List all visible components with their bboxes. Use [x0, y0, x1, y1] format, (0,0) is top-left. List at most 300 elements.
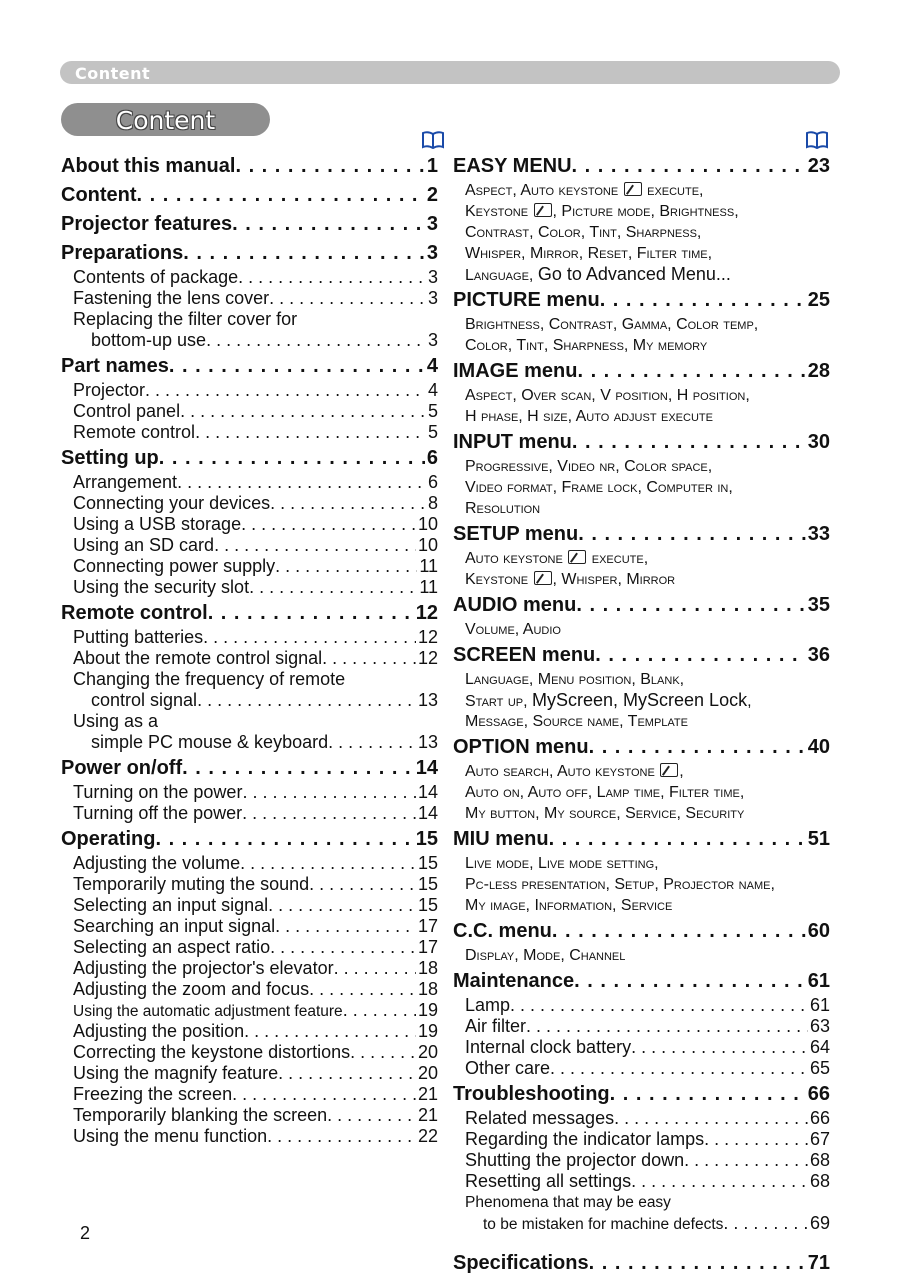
menu-items-summary [453, 711, 830, 732]
menu-item-text: H phase, H size, Auto adjust execute [465, 408, 713, 425]
dot-leader [137, 182, 425, 209]
toc-section-entry[interactable] [61, 874, 438, 895]
menu-item-text: Contrast, Color, Tint, Sharpness, [465, 224, 702, 241]
menu-item-text: Message, Source name, Template [465, 713, 688, 730]
toc-section-entry[interactable] [61, 1021, 438, 1042]
dot-leader [578, 521, 806, 548]
toc-page-number: 64 [809, 1037, 830, 1057]
toc-chapter-entry[interactable] [453, 358, 830, 385]
toc-page-number: 18 [417, 979, 438, 999]
toc-section-entry[interactable] [61, 267, 438, 288]
toc-page-number: 2 [426, 184, 438, 206]
menu-item-text: , [679, 763, 684, 780]
toc-section-entry[interactable] [61, 288, 438, 309]
toc-section-entry[interactable] [61, 556, 438, 577]
dot-leader [526, 1016, 808, 1037]
dot-leader [197, 690, 416, 711]
toc-section-entry[interactable] [61, 401, 438, 422]
dot-leader [214, 535, 416, 556]
toc-entry-title: Setting up [61, 447, 159, 469]
dot-leader [614, 1108, 808, 1129]
toc-section-entry[interactable] [61, 380, 438, 401]
toc-entry-title: Turning on the power [73, 782, 243, 802]
dot-leader [240, 853, 416, 874]
menu-item-text: Aspect, Over scan, V position, H position, [465, 387, 750, 404]
toc-chapter-entry[interactable] [453, 826, 830, 853]
toc-page-number: 12 [415, 602, 438, 624]
toc-page-number: 12 [417, 627, 438, 647]
toc-chapter-entry[interactable] [61, 755, 438, 782]
toc-chapter-entry[interactable] [453, 287, 830, 314]
toc-page-number: 22 [417, 1126, 438, 1146]
toc-entry-title: Searching an input signal [73, 916, 276, 936]
menu-items-summary [453, 945, 830, 966]
toc-entry-title: Projector [73, 380, 146, 400]
menu-items-summary [453, 619, 830, 640]
toc-section-entry[interactable] [61, 535, 438, 556]
toc-page-number: 66 [807, 1083, 830, 1105]
toc-entry-title: Lamp [465, 995, 511, 1015]
toc-page-number: 66 [809, 1108, 830, 1128]
menu-item-text: Display, Mode, Channel [465, 947, 626, 964]
toc-page-number: 15 [417, 853, 438, 873]
dot-leader [183, 240, 425, 267]
toc-entry-title: IMAGE menu [453, 360, 578, 382]
toc-section-entry[interactable] [453, 1108, 830, 1129]
toc-entry-title: Internal clock battery [465, 1037, 632, 1057]
toc-page-number: 68 [809, 1171, 830, 1191]
toc-entry-title: Turning off the power [73, 803, 243, 823]
toc-page-number: 63 [809, 1016, 830, 1036]
toc-page-number: 6 [427, 472, 438, 492]
menu-items-summary [453, 803, 830, 824]
toc-chapter-entry[interactable] [453, 1250, 830, 1277]
toc-entry-title: Specifications [453, 1252, 589, 1274]
menu-items-summary [453, 853, 830, 874]
menu-item-text: execute, [587, 550, 649, 567]
toc-entry-title: Resetting all settings [465, 1171, 632, 1191]
dot-leader [589, 1250, 806, 1277]
dot-leader [309, 874, 416, 895]
toc-chapter-entry[interactable] [61, 153, 438, 180]
dot-leader [510, 995, 808, 1016]
toc-chapter-entry[interactable] [453, 592, 830, 619]
toc-page-number: 13 [417, 732, 438, 752]
toc-entry-title: OPTION menu [453, 736, 589, 758]
menu-item-text: , Picture mode, Brightness, [552, 203, 739, 220]
menu-item-text: , Whisper, Mirror [552, 571, 676, 588]
toc-section-entry[interactable] [61, 1105, 438, 1126]
toc-page-number: 11 [419, 556, 438, 576]
toc-page-number: 14 [415, 757, 438, 779]
menu-item-text: , [747, 693, 752, 710]
toc-page-number: 15 [415, 828, 438, 850]
toc-page-number: 1 [426, 155, 438, 177]
toc-page-number: 17 [417, 916, 438, 936]
toc-chapter-entry[interactable] [61, 445, 438, 472]
menu-items-summary [453, 669, 830, 690]
toc-entry-title: Preparations [61, 242, 184, 264]
toc-page-number: 21 [417, 1084, 438, 1104]
menu-items-summary [453, 895, 830, 916]
dot-leader [572, 153, 806, 180]
dot-leader [267, 1126, 416, 1147]
toc-chapter-entry[interactable] [453, 153, 830, 180]
toc-entry-title: Using as a [73, 711, 159, 731]
toc-entry-title: Arrangement [73, 472, 178, 492]
menu-items-summary [453, 782, 830, 803]
toc-entry-title: Adjusting the zoom and focus [73, 979, 310, 999]
dot-leader [704, 1129, 808, 1150]
toc-page-number: 12 [417, 648, 438, 668]
toc-page-number: 15 [417, 874, 438, 894]
dot-leader [574, 968, 806, 995]
dot-leader [572, 429, 806, 456]
toc-section-entry[interactable] [453, 1213, 830, 1234]
menu-item-text: My button, My source, Service, Security [465, 805, 745, 822]
section-header-bar [60, 61, 840, 84]
toc-section-entry[interactable] [61, 627, 438, 648]
toc-chapter-entry[interactable] [453, 918, 830, 945]
toc-section-entry[interactable] [453, 1150, 830, 1171]
toc-entry-title: Connecting power supply [73, 556, 276, 576]
toc-entry-title: Adjusting the position [73, 1021, 245, 1041]
toc-section-entry[interactable] [61, 577, 438, 598]
toc-entry-title: Phenomena that may be easy [465, 1194, 671, 1211]
toc-entry-title: Maintenance [453, 970, 575, 992]
dot-leader [631, 1171, 808, 1192]
toc-entry-title: Related messages [465, 1108, 615, 1128]
toc-entry-title: Using a USB storage [73, 514, 242, 534]
toc-chapter-entry[interactable] [61, 182, 438, 209]
toc-chapter-entry[interactable] [61, 826, 438, 853]
toc-page-number: 13 [417, 690, 438, 710]
toc-page-number: 35 [807, 594, 830, 616]
toc-section-entry[interactable] [61, 1000, 438, 1021]
toc-section-entry[interactable] [61, 916, 438, 937]
toc-section-entry[interactable] [453, 1171, 830, 1192]
toc-section-entry[interactable] [61, 732, 438, 753]
toc-section-entry[interactable] [61, 493, 438, 514]
menu-item-text: Auto search, Auto keystone [465, 763, 660, 780]
toc-page-number: 61 [809, 995, 830, 1015]
toc-page-number: 67 [809, 1129, 830, 1149]
page-number: 2 [80, 1223, 91, 1243]
toc-section-entry[interactable] [61, 895, 438, 916]
dot-leader [610, 1081, 806, 1108]
menu-item-text: Resolution [465, 500, 541, 517]
toc-page-number: 3 [427, 330, 438, 350]
toc-chapter-entry[interactable] [453, 1081, 830, 1108]
toc-entry-title: Content [61, 184, 137, 206]
toc-section-entry[interactable] [61, 1042, 438, 1063]
toc-page-number: 69 [809, 1213, 830, 1233]
toc-page-number: 65 [809, 1058, 830, 1078]
dot-leader [241, 514, 416, 535]
toc-page-number: 8 [427, 493, 438, 513]
dot-leader [550, 1058, 808, 1079]
toc-section-entry[interactable] [61, 711, 438, 732]
menu-item-text: Live mode, Live mode setting, [465, 855, 659, 872]
toc-section-entry[interactable] [453, 995, 830, 1016]
toc-page-number: 14 [417, 803, 438, 823]
dot-leader [232, 1084, 416, 1105]
menu-items-summary [453, 385, 830, 406]
toc-page-number: 33 [807, 523, 830, 545]
toc-entry-title: Part names [61, 355, 169, 377]
toc-entry-title: Using the security slot [73, 577, 250, 597]
toc-chapter-entry[interactable] [61, 600, 438, 627]
toc-entry-title: Regarding the indicator lamps [465, 1129, 705, 1149]
toc-section-entry[interactable] [61, 937, 438, 958]
toc-chapter-entry[interactable] [61, 211, 438, 238]
toc-entry-title: MIU menu [453, 828, 549, 850]
menu-items-summary [453, 222, 830, 243]
menu-items-summary [453, 335, 830, 356]
toc-page-number: 18 [417, 958, 438, 978]
menu-item-text: execute, [642, 182, 704, 199]
menu-item-text: Language, Menu position, Blank, [465, 671, 685, 688]
toc-entry-title: About the remote control signal [73, 648, 323, 668]
toc-page-number: 19 [417, 1021, 438, 1041]
toc-page-number: 30 [807, 431, 830, 453]
toc-entry-title: Using an SD card [73, 535, 215, 555]
dot-leader [182, 755, 414, 782]
dot-leader [631, 1037, 808, 1058]
dot-leader [145, 380, 426, 401]
keystone-icon [568, 550, 586, 564]
menu-item-text: Pc-less presentation, Setup, Projector name, [465, 876, 775, 893]
dot-leader [238, 267, 426, 288]
menu-items-summary [453, 456, 830, 477]
menu-items-summary [453, 690, 830, 711]
menu-item-text: Start up, [465, 693, 532, 710]
dot-leader [270, 493, 426, 514]
dot-leader [269, 288, 426, 309]
toc-page-number: 5 [427, 422, 438, 442]
dot-leader [684, 1150, 808, 1171]
menu-items-summary [453, 180, 830, 201]
menu-item-text: My image, Information, Service [465, 897, 673, 914]
toc-section-entry[interactable] [61, 472, 438, 493]
toc-entry-title: Using the menu function [73, 1126, 268, 1146]
toc-entry-title: Remote control [73, 422, 196, 442]
menu-items-summary [453, 874, 830, 895]
toc-page-number: 19 [417, 1000, 438, 1020]
page-title: Content [115, 106, 216, 135]
toc-entry-title: Temporarily blanking the screen [73, 1105, 328, 1125]
keystone-icon [624, 182, 642, 196]
toc-section-entry[interactable] [61, 330, 438, 351]
toc-page-number: 20 [417, 1063, 438, 1083]
toc-entry-title: Selecting an aspect ratio [73, 937, 271, 957]
book-icon [422, 131, 444, 149]
dot-leader [350, 1042, 416, 1063]
dot-leader [159, 445, 425, 472]
toc-entry-title: Shutting the projector down [465, 1150, 685, 1170]
toc-page-number: 5 [427, 401, 438, 421]
toc-entry-title: Connecting your devices [73, 493, 271, 513]
menu-items-summary [453, 243, 830, 264]
toc-entry-title: Replacing the filter cover for [73, 309, 298, 329]
toc-section-entry[interactable] [61, 1126, 438, 1147]
toc-page-number: 3 [426, 242, 438, 264]
toc-section-entry[interactable] [61, 1084, 438, 1105]
toc-page-number: 51 [807, 828, 830, 850]
book-icon [806, 131, 828, 149]
toc-entry-title: Adjusting the volume [73, 853, 241, 873]
dot-leader [242, 803, 416, 824]
toc-entry-title: Troubleshooting [453, 1083, 610, 1105]
toc-page-number: 61 [807, 970, 830, 992]
toc-entry-title: Changing the frequency of remote [73, 669, 346, 689]
dot-leader [327, 1105, 416, 1126]
menu-items-summary [453, 761, 830, 782]
toc-section-entry[interactable] [61, 782, 438, 803]
toc-entry-title: Projector features [61, 213, 233, 235]
toc-entry-title: Freezing the screen [73, 1084, 233, 1104]
toc-section-entry[interactable] [61, 514, 438, 535]
dot-leader [577, 358, 805, 385]
toc-entry-title: Adjusting the projector's elevator [73, 958, 334, 978]
keystone-icon [660, 763, 678, 777]
toc-page-number: 68 [809, 1150, 830, 1170]
menu-item-text: Language, [465, 267, 538, 284]
toc-entry-title: About this manual [61, 155, 236, 177]
toc-section-entry[interactable] [61, 648, 438, 669]
toc-page-number: 3 [426, 213, 438, 235]
toc-entry-title: Air filter [465, 1016, 527, 1036]
toc-chapter-entry[interactable] [453, 429, 830, 456]
menu-items-summary [453, 477, 830, 498]
menu-item-text: Auto keystone [465, 550, 568, 567]
dot-leader [576, 592, 805, 619]
dot-leader [270, 937, 416, 958]
dot-leader [232, 211, 425, 238]
toc-chapter-entry[interactable] [61, 240, 438, 267]
dot-leader [589, 734, 806, 761]
toc-entry-title: EASY MENU [453, 155, 572, 177]
toc-page-number: 21 [417, 1105, 438, 1125]
dot-leader [322, 648, 416, 669]
menu-items-summary [453, 569, 830, 590]
toc-entry-title: Other care [465, 1058, 551, 1078]
dot-leader [549, 826, 806, 853]
toc-section-entry[interactable] [61, 309, 438, 330]
toc-section-entry[interactable] [61, 669, 438, 690]
toc-entry-title: Correcting the keystone distortions [73, 1042, 351, 1062]
toc-entry-title: Temporarily muting the sound [73, 874, 310, 894]
toc-section-entry[interactable] [61, 1063, 438, 1084]
menu-items-summary [453, 406, 830, 427]
menu-item-text: Color, Tint, Sharpness, My memory [465, 337, 708, 354]
toc-page-number: 6 [426, 447, 438, 469]
toc-chapter-entry[interactable] [453, 734, 830, 761]
toc-entry-title: Using the magnify feature [73, 1063, 279, 1083]
toc-page-number: 14 [417, 782, 438, 802]
toc-section-entry[interactable] [61, 958, 438, 979]
menu-items-summary [453, 314, 830, 335]
menu-items-summary [453, 264, 830, 285]
dot-leader [328, 732, 416, 753]
toc-entry-title: Fastening the lens cover [73, 288, 270, 308]
menu-items-summary [453, 201, 830, 222]
toc-entry-title: Contents of package [73, 267, 239, 287]
dot-leader [343, 1000, 416, 1021]
toc-entry-title: to be mistaken for machine defects [483, 1216, 724, 1233]
dot-leader [155, 826, 413, 853]
dot-leader [723, 1213, 808, 1234]
toc-section-entry[interactable] [453, 1192, 830, 1213]
toc-entry-title: SCREEN menu [453, 644, 596, 666]
toc-section-entry[interactable] [61, 853, 438, 874]
dot-leader [235, 153, 424, 180]
toc-section-entry[interactable] [61, 979, 438, 1000]
toc-section-entry[interactable] [61, 803, 438, 824]
toc-page-number: 3 [427, 288, 438, 308]
toc-chapter-entry[interactable] [453, 521, 830, 548]
keystone-icon [534, 571, 552, 585]
menu-item-text: Volume, Audio [465, 621, 561, 638]
toc-page-number: 28 [807, 360, 830, 382]
toc-entry-title: AUDIO menu [453, 594, 577, 616]
toc-entry-title: Remote control [61, 602, 208, 624]
dot-leader [169, 353, 425, 380]
menu-item-text: Auto on, Auto off, Lamp time, Filter time, [465, 784, 745, 801]
dot-leader [275, 916, 416, 937]
toc-section-entry[interactable] [61, 422, 438, 443]
toc-entry-title: C.C. menu [453, 920, 552, 942]
dot-leader [249, 577, 417, 598]
dot-leader [600, 287, 806, 314]
toc-chapter-entry[interactable] [61, 353, 438, 380]
dot-leader [203, 627, 416, 648]
toc-left-column [61, 153, 438, 1147]
menu-item-text: Go to Advanced Menu... [537, 264, 731, 284]
section-header-label: Content [75, 64, 151, 83]
toc-section-entry[interactable] [61, 690, 438, 711]
toc-section-entry[interactable] [453, 1037, 830, 1058]
dot-leader [278, 1063, 416, 1084]
toc-chapter-entry[interactable] [453, 968, 830, 995]
toc-section-entry[interactable] [453, 1129, 830, 1150]
dot-leader [195, 422, 426, 443]
toc-page-number: 4 [427, 380, 438, 400]
toc-entry-title: Selecting an input signal [73, 895, 269, 915]
menu-item-text: Brightness, Contrast, Gamma, Color temp, [465, 316, 759, 333]
toc-chapter-entry[interactable] [453, 642, 830, 669]
toc-page-number: 36 [807, 644, 830, 666]
dot-leader [275, 556, 417, 577]
toc-page-number: 40 [807, 736, 830, 758]
toc-entry-title: PICTURE menu [453, 289, 600, 311]
menu-item-text: Aspect, Auto keystone [465, 182, 623, 199]
toc-page-number: 10 [417, 514, 438, 534]
toc-page-number: 23 [807, 155, 830, 177]
toc-entry-title: Operating [61, 828, 156, 850]
toc-page-number: 15 [417, 895, 438, 915]
dot-leader [177, 472, 426, 493]
toc-entry-title: SETUP menu [453, 523, 579, 545]
toc-section-entry[interactable] [453, 1016, 830, 1037]
toc-section-entry[interactable] [453, 1058, 830, 1079]
keystone-icon [534, 203, 552, 217]
toc-page-number: 25 [807, 289, 830, 311]
toc-right-column [453, 153, 830, 1277]
toc-page-number: 17 [417, 937, 438, 957]
toc-entry-title: Using the automatic adjustment feature [73, 1003, 343, 1020]
dot-leader [206, 330, 426, 351]
